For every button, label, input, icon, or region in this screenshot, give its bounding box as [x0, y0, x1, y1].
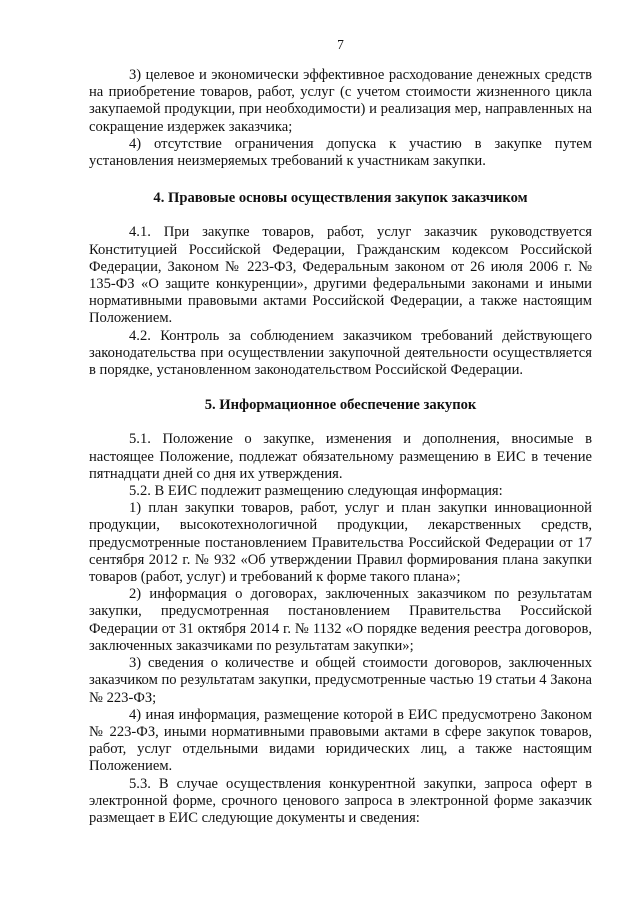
- paragraph-item-4: 4) отсутствие ограничения допуска к участию в закупке путем установления неизмеряемых требований к участникам закупки.: [89, 135, 592, 170]
- paragraph-item-3: 3) целевое и экономически эффективное расходование денежных средств на приобретение товаров, работ, услуг (с учетом стоимости жизненного цикла закупаемой продукции, при необходимости) и реализация мер, направленных на сокращение издержек заказчика;: [89, 67, 592, 135]
- paragraph-4-1: 4.1. При закупке товаров, работ, услуг заказчик руководствуется Конституцией Российской Федерации, Гражданским кодексом Российской Федерации, Законом № 223-ФЗ, Федеральным законом от 26 июля 2006 г. № 135-ФЗ «О защите конкуренции», другими федеральными законами и иными нормативными правовыми актами Российской Федерации, а также настоящим Положением.: [89, 224, 592, 327]
- paragraph-5-2-item-4: 4) иная информация, размещение которой в ЕИС предусмотрено Законом № 223-ФЗ, иными нормативными правовыми актами в сфере закупок товаров, работ, услуг отдельными видами юридических лиц, а также настоящим Положением.: [89, 706, 592, 775]
- paragraph-4-2: 4.2. Контроль за соблюдением заказчиком требований действующего законодательства при осуществлении закупочной деятельности осуществляется в порядке, установленном законодательством Российской Федерации.: [89, 327, 592, 379]
- paragraph-5-1: 5.1. Положение о закупке, изменения и дополнения, вносимые в настоящее Положение, подлежат обязательному размещению в ЕИС в течение пятнадцати дней со дня их утверждения.: [89, 431, 592, 482]
- paragraph-5-2-item-1: 1) план закупки товаров, работ, услуг и план закупки инновационной продукции, высокотехнологичной продукции, лекарственных средств, предусмотренные постановлением Правительства Российской Федерации от 17 сентября 2012 г. № 932 «Об утверждении Правил формирования плана закупки товаров (работ, услуг) и требований к форме такого плана»;: [89, 500, 592, 586]
- page-number: 7: [337, 37, 344, 52]
- section-heading-5: 5. Информационное обеспечение закупок: [204, 397, 477, 414]
- paragraph-5-2-item-3: 3) сведения о количестве и общей стоимости договоров, заключенных заказчиком по результатам закупки, предусмотренные частью 19 статьи 4 Закона № 223-ФЗ;: [89, 655, 592, 706]
- paragraph-5-2-item-2: 2) информация о договорах, заключенных заказчиком по результатам закупки, предусмотренная постановлением Правительства Российской Федерации от 31 октября 2014 г. № 1132 «О порядке ведения реестра договоров, заключенных заказчиками по результатам закупки»;: [89, 586, 592, 654]
- section-heading-4: 4. Правовые основы осуществления закупок заказчиком: [153, 190, 528, 207]
- paragraph-5-2: 5.2. В ЕИС подлежит размещению следующая информация:: [129, 483, 503, 500]
- paragraph-5-3: 5.3. В случае осуществления конкурентной закупки, запроса оферт в электронной форме, срочного ценового запроса в электронной форме заказчик размещает в ЕИС следующие документы и сведения:: [89, 775, 592, 826]
